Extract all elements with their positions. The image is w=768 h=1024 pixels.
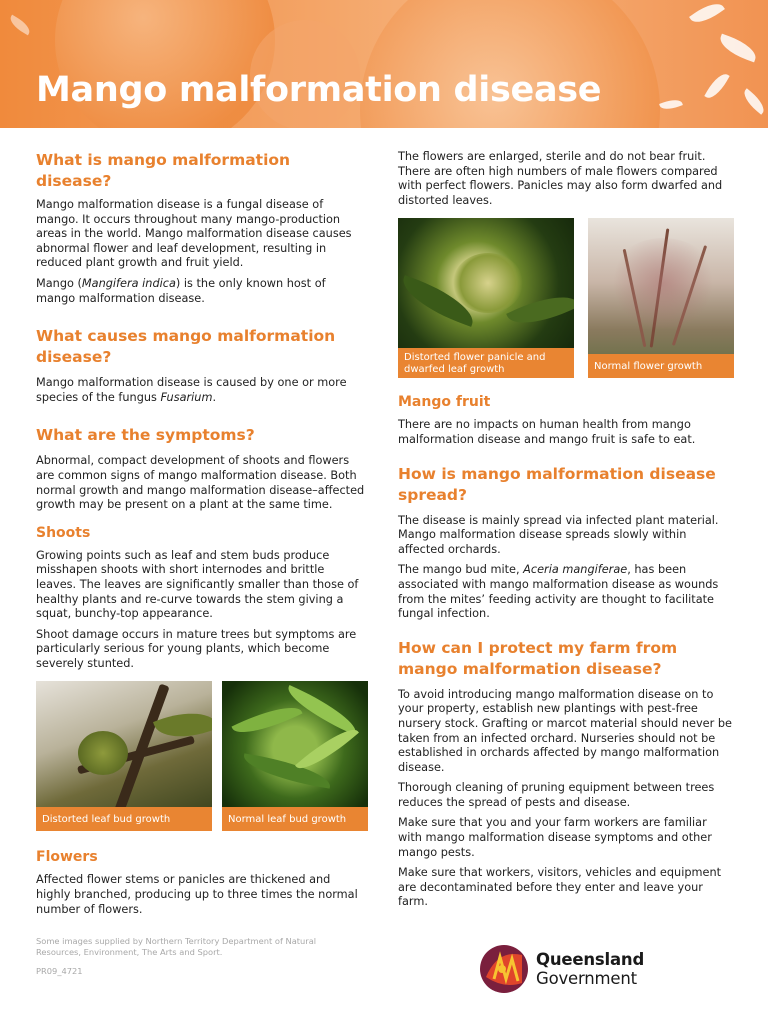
subheading-mango-fruit: Mango fruit — [398, 394, 491, 411]
section-heading-what-is: What is mango malformation disease? — [36, 151, 291, 190]
page-title: Mango malformation disease — [36, 70, 602, 110]
leaf-silhouette-icon — [704, 70, 729, 102]
photo-normal-leaf-bud — [222, 681, 368, 831]
header-banner — [0, 0, 768, 128]
section-heading-causes: What causes mango malformation disease? — [36, 327, 336, 367]
text-run: Mango malformation disease is caused by one or more species of the fungus — [36, 376, 347, 404]
shoot-photo-row — [36, 681, 368, 831]
paragraph: Shoot damage occurs in mature trees but symptoms are particularly serious for young plants, which become severely stunted. — [36, 627, 357, 670]
leaf-silhouette-icon — [740, 88, 768, 114]
paragraph — [398, 563, 734, 621]
flower-cluster-shape — [453, 253, 523, 313]
paragraph: Growing points such as leaf and stem buds produce misshapen shoots with short internodes and brittle leaves. The leaves are significantly smaller than those of healthy plants and re-curve towards the stem giving a squat, bunchy-top appearance. — [36, 548, 359, 621]
paragraph — [36, 277, 368, 306]
text-run: Mango ( — [36, 276, 82, 290]
subheading-flowers: Flowers — [36, 849, 98, 866]
section-heading-symptoms: What are the symptoms? — [36, 426, 255, 445]
paragraph: The disease is mainly spread via infected plant material. Mango malformation disease spreads slowly within affected orchards. — [398, 513, 719, 556]
leaf-shape — [231, 698, 302, 744]
text-run: The mango bud mite, — [398, 563, 524, 577]
paragraph: The flowers are enlarged, sterile and do not bear fruit. There are often high numbers of male flowers compared with perfect flowers. Panicles may also form dwarfed and distorted leaves. — [398, 150, 723, 207]
photo-distorted-flower-panicle — [398, 218, 574, 378]
photo-caption: Normal flower growth — [588, 354, 734, 378]
crest-icon — [478, 943, 530, 995]
photo-caption: Distorted leaf bud growth — [36, 807, 212, 831]
leaf-silhouette-icon — [716, 34, 759, 63]
paragraph: Make sure that you and your farm workers are familiar with mango malformation disease symptoms and other mango pests. — [398, 816, 712, 859]
text-run: ) is the only known host of mango malformation disease. — [36, 276, 326, 305]
section-heading-protect: How can I protect my farm from mango malformation disease? — [398, 638, 678, 678]
leaf-silhouette-icon — [659, 97, 683, 113]
photo-caption: Distorted flower panicle and dwarfed leaf growth — [398, 348, 574, 378]
photo-distorted-leaf-bud — [36, 681, 212, 831]
subheading-shoots: Shoots — [36, 524, 91, 541]
section-heading-spread: How is mango malformation disease spread? — [398, 464, 716, 504]
species-name: Fusarium — [160, 390, 213, 404]
text-run: . — [212, 390, 217, 404]
flower-photo-row — [398, 218, 734, 378]
image-credit: Some images supplied by Northern Territory Department of Natural Resources, Environment, The Arts and Sport. — [36, 936, 317, 957]
bud-cluster-shape — [78, 731, 128, 775]
paragraph: Mango malformation disease is a fungal disease of mango. It occurs throughout many mango-production areas in the world. Mango malformation disease causes abnormal flower and leaf development, resulting in reduced plant growth and fruit yield. — [36, 198, 352, 270]
text-run: , has been associated with mango malformation disease as wounds from the mites’ feeding activity are thought to facilitate fungal infection. — [398, 563, 719, 621]
species-name: Mangifera indica — [81, 276, 176, 290]
logo-text-bold: Queensland — [536, 950, 645, 969]
paragraph: There are no impacts on human health from mango malformation disease and mango fruit is safe to eat. — [398, 418, 696, 446]
paragraph: Affected flower stems or panicles are thickened and highly branched, producing up to three times the normal number of flowers. — [36, 873, 358, 916]
publication-code: PR09_4721 — [36, 966, 83, 976]
logo-wordmark — [536, 950, 738, 988]
species-name: Aceria mangiferae — [523, 563, 628, 577]
paragraph: Abnormal, compact development of shoots and flowers are common signs of mango malformation disease. Both normal growth and mango malformation disease–affected growth may be present on a plant at the same time. — [36, 454, 365, 512]
paragraph: Thorough cleaning of pruning equipment between trees reduces the spread of pests and disease. — [398, 781, 715, 809]
paragraph: Make sure that workers, visitors, vehicles and equipment are decontaminated before they enter and leave your farm. — [398, 866, 722, 909]
paragraph: To avoid introducing mango malformation disease on to your property, establish new plantings with pest-free nursery stock. Grafting or marcot material should never be taken from an infected orchard. Nurseries should not be established in orchards affected by mango malformation disease. — [398, 687, 732, 774]
paragraph — [36, 376, 368, 405]
logo-text-regular: Government — [536, 969, 637, 988]
leaf-silhouette-icon — [689, 0, 725, 28]
photo-normal-flower — [588, 218, 734, 378]
leaf-silhouette-icon — [7, 15, 33, 36]
right-column — [398, 150, 734, 910]
crest-icon-graphic — [478, 943, 530, 995]
flower-haze-shape — [608, 238, 718, 328]
queensland-government-logo — [478, 943, 738, 995]
photo-caption: Normal leaf bud growth — [222, 807, 368, 831]
left-column — [36, 150, 368, 917]
